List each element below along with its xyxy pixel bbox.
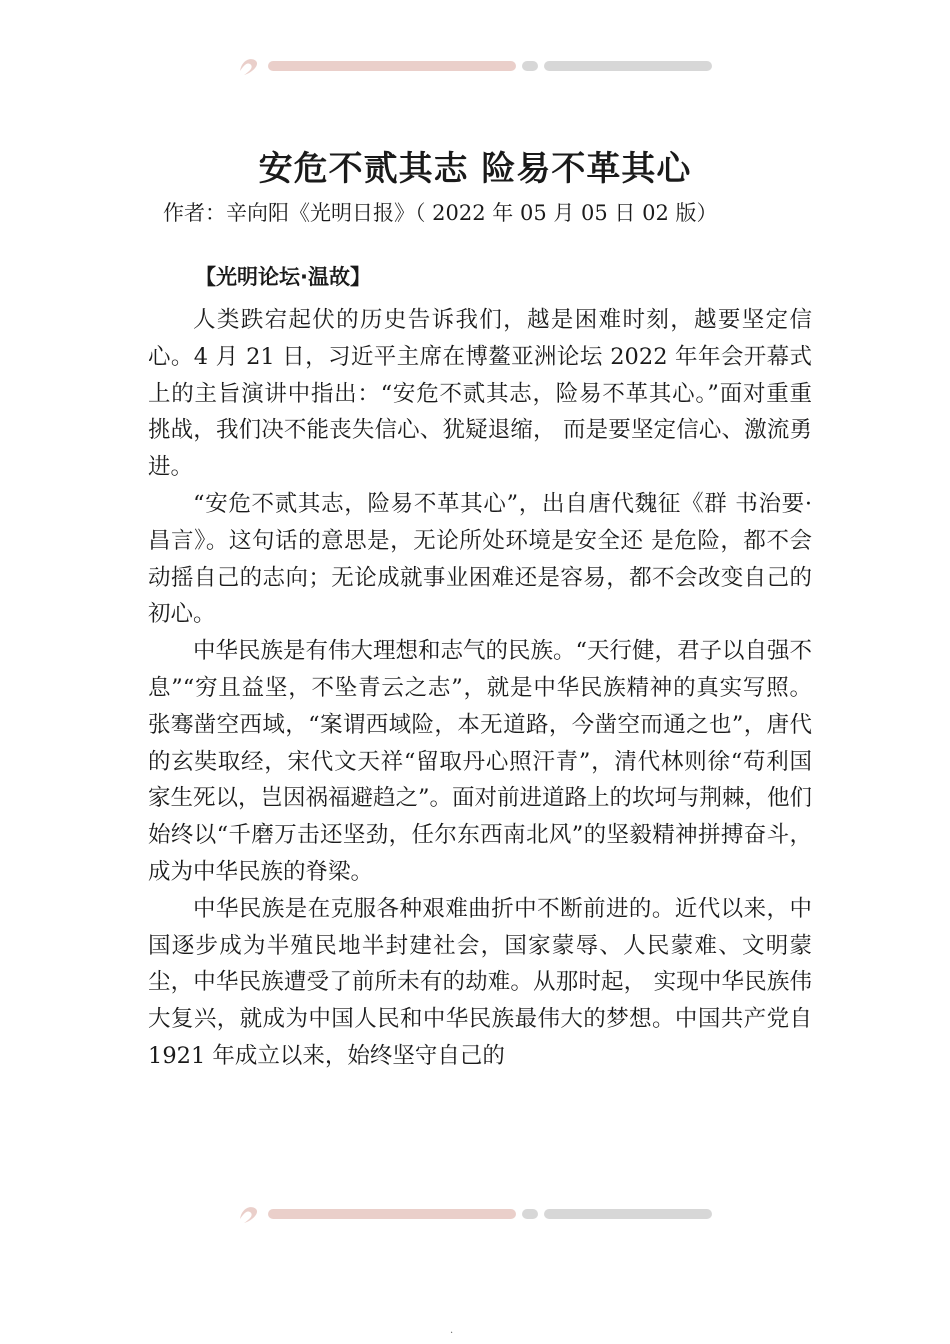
section-tag: 【光明论坛·温故】: [195, 265, 371, 289]
watermark-text-block: [268, 61, 516, 71]
paragraph: “安危不贰其志，险易不革其心”，出自唐代魏征《群 书治要·昌言》。这句话的意思是，无论所处环境是安全还 是危险，都不会动摇自己的志向；无论成就事业困难还是容易，都不会改变自己的初心。: [148, 490, 812, 628]
watermark-separator: [522, 61, 538, 71]
page-title: 安危不贰其志 险易不革其心: [258, 149, 692, 189]
footer-watermark: [236, 1200, 712, 1228]
page-mark: .: [450, 1325, 454, 1336]
watermark-text-block: [544, 61, 712, 71]
watermark-separator: [522, 1209, 538, 1219]
byline: 作者：辛向阳《光明日报》（ 2022 年 05 月 05 日 02 版）: [163, 201, 718, 225]
article-body: [148, 302, 812, 1075]
watermark-text-block: [544, 1209, 712, 1219]
paragraph: 中华民族是有伟大理想和志气的民族。“天行健，君子以自强不息”“穷且益坚，不坠青云之志”，就是中华民族精神的真实写照。张骞凿空西域，“案谓西域险，本无道路，今凿空而通之也”，唐代的玄奘取经，宋代文天祥“留取丹心照汗青”，清代林则徐“苟利国家生死以，岂因祸福避趋之”。面对前进道路上的坎坷与荆棘，他们始终以“千磨万击还坚劲，任尔东西南北风”的坚毅精神拼搏奋斗，成为中华民族的脊梁。: [148, 638, 813, 885]
watermark-text-block: [268, 1209, 516, 1219]
header-watermark: [236, 52, 712, 80]
paragraph: 人类跌宕起伏的历史告诉我们，越是困难时刻，越要坚定信心。4 月 21 日，习近平主席在博鳌亚洲论坛 2022 年年会开幕式上的主旨演讲中指出：“安危不贰其志，险易不革其心。”面对重重挑战，我们决不能丧失信心、犹疑退缩， 而是要坚定信心、激流勇进。: [148, 307, 812, 481]
watermark-logo-icon: [236, 53, 262, 79]
watermark-logo-icon: [236, 1201, 262, 1227]
paragraph: 中华民族是在克服各种艰难曲折中不断前进的。近代以来，中国逐步成为半殖民地半封建社会，国家蒙辱、人民蒙难、文明蒙尘，中华民族遭受了前所未有的劫难。从那时起， 实现中华民族伟大复兴，就成为中国人民和中华民族最伟大的梦想。中国共产党自 1921 年成立以来，始终坚守自己的: [148, 895, 812, 1069]
